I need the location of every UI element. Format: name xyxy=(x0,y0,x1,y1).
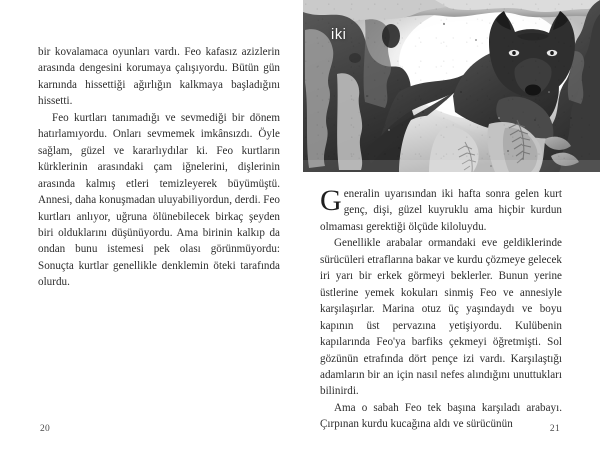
paragraph: bir kovalamaca oyunları vardı. Feo kafasız azizlerin arasında dengesini korumaya çalışıyordu. Bütün gün karnında hissettiği ağırlığın kalkmaya başladığını hissetti. xyxy=(38,46,280,108)
page-number-left: 20 xyxy=(40,424,51,434)
drop-cap: G xyxy=(320,184,342,217)
paragraph: Ama o sabah Feo tek başına karşıladı arabayı. Çırpınan kurdu kucağına aldı ve sürücünün xyxy=(320,401,562,431)
paragraph: Feo kurtları tanımadığı ve sevmediği bir dönem hatırlamıyordu. Onları sevmemek imkânsızdı. Öyle sağlam, güzel ve kararlıydılar ki. Feo kurtların kürklerinin arasındaki çam iğnelerini, dişlerinin arasında kalmış etleri temizleyerek büyümüştü. Annesi, daha konuşmadan uluyabiliyordun, derdi. Feo kurtları anlıyor, uğruna ölünebilecek birkaç şeyden biri olduklarını düşünüyordu. Ama birinin kalkıp da ondan bunu istemesi pek olası görünmüyordu: Sonuçta kurtlar genellikle denklemin öteki tarafında olurdu. xyxy=(38,111,280,289)
chapter-title: iki xyxy=(331,27,347,43)
right-page xyxy=(300,0,600,456)
left-page-text-column xyxy=(38,44,280,291)
paragraph: Genellikle arabalar ormandaki eve geldiklerinde sürücüleri etraflarına bakar ve kurdu çözmeye gelecek iri yarı bir erkek görmeyi beklerler. Bunun yerine üstlerine yemek kokuları sinmiş Feo ve annesiyle karşılaşırlar. Marina otuz üç yaşındaydı ve boyu kapının üst pervazına yetişiyordu. Kulübenin kapılarında Feo'ya barfiks çekmeyi öğretmişti. Sol gözünün etrafında dört pençe izi vardı. Karşılaştığı adamların bir an için nasıl nefes alındığını unuttukları bilinirdi. xyxy=(320,237,562,398)
paragraph-text: eneralin uyarısından iki hafta sonra gelen kurt genç, dişi, güzel kuyruklu ama hiçbir kurdun olmaması gerektiği ölçüde kiloluydu. xyxy=(320,188,562,233)
paragraph-with-dropcap xyxy=(320,186,562,235)
wolf-in-cave-illustration xyxy=(303,0,600,172)
page-number-right: 21 xyxy=(549,424,560,434)
right-page-text-column xyxy=(320,186,562,433)
